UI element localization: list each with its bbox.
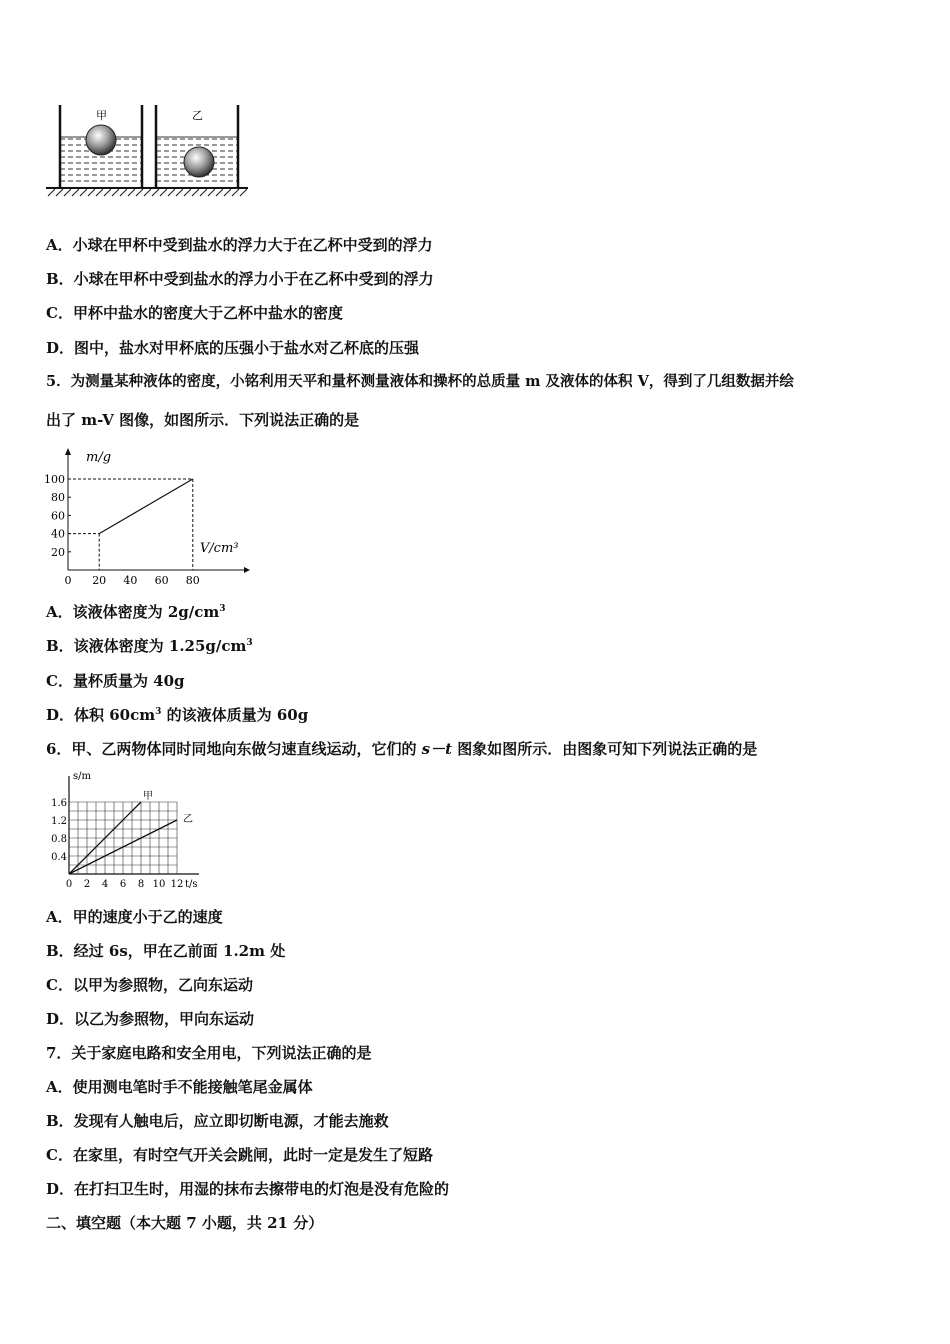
y-tick-label: 1.2 (51, 816, 67, 827)
q6-stem-var: s－t (421, 740, 453, 758)
q7-option-a: A．使用测电笔时手不能接触笔尾金属体 (46, 1078, 313, 1096)
q6-option-a: A．甲的速度小于乙的速度 (46, 908, 223, 926)
x-tick-label: 40 (123, 574, 138, 587)
ground-hatch-mark (232, 189, 239, 196)
ground-hatch-mark (240, 189, 247, 196)
q4-option-b: B．小球在甲杯中受到盐水的浮力小于在乙杯中受到的浮力 (46, 270, 434, 288)
ground-hatch-mark (120, 189, 127, 196)
x-tick-label: 12 (170, 879, 184, 890)
series-label-yi: 乙 (183, 814, 193, 825)
q5-stem-line2: 出了 m-V 图像，如图所示．下列说法正确的是 (46, 411, 360, 429)
x-axis-label: V/cm³ (199, 541, 239, 556)
q7-stem: 7．关于家庭电路和安全用电，下列说法正确的是 (46, 1044, 372, 1062)
q5-option-c: C．量杯质量为 40g (46, 672, 185, 690)
q6-stem-pre: 6．甲、乙两物体同时同地向东做匀速直线运动，它们的 (46, 740, 422, 758)
x-axis-arrow (244, 567, 250, 573)
y-axis-label: s/m (73, 771, 91, 782)
beakers-figure (44, 100, 254, 200)
ground-hatch-mark (80, 189, 87, 196)
ground-hatch-mark (64, 189, 71, 196)
beaker-jia (60, 105, 142, 187)
q5-option-b-text: B．该液体密度为 1.25g/cm (46, 637, 247, 655)
q5-option-d-sup: 3 (155, 707, 162, 717)
ground-hatch-mark (104, 189, 111, 196)
q4-option-c: C．甲杯中盐水的密度大于乙杯中盐水的密度 (46, 304, 343, 322)
x-tick-label: 10 (152, 879, 166, 890)
x-tick-label: 60 (154, 574, 169, 587)
q5-option-a (46, 602, 226, 622)
ground-hatch-mark (96, 189, 103, 196)
series-line-m-v (99, 479, 193, 534)
q4-option-d: D．图中，盐水对甲杯底的压强小于盐水对乙杯底的压强 (46, 339, 420, 357)
ball-jia (86, 125, 116, 155)
ground (46, 188, 248, 196)
x-axis-label: t/s (185, 879, 198, 890)
y-tick-label: 1.6 (51, 798, 67, 809)
x-tick-label: 0 (65, 879, 73, 890)
ground-hatch-mark (160, 189, 167, 196)
x-tick-label: 20 (92, 574, 107, 587)
beaker-yi (156, 105, 238, 187)
q5-option-b (46, 636, 253, 656)
ground-hatch-mark (112, 189, 119, 196)
ground-hatch-mark (216, 189, 223, 196)
ground-hatch-mark (152, 189, 159, 196)
y-tick-label: 60 (51, 509, 65, 523)
ball-yi (184, 147, 214, 177)
q5-option-d (46, 705, 308, 725)
q6-option-d: D．以乙为参照物，甲向东运动 (46, 1010, 255, 1028)
y-tick-label: 100 (44, 473, 65, 486)
x-tick-label: 8 (137, 879, 145, 890)
q7-option-c: C．在家里，有时空气开关会跳闸，此时一定是发生了短路 (46, 1146, 433, 1164)
ground-hatch-mark (176, 189, 183, 196)
q5-stem-line1: 5．为测量某种液体的密度，小铭利用天平和量杯测量液体和操杯的总质量 m 及液体的体积 V，得到了几组数据并绘 (46, 373, 794, 390)
q5-option-a-sup: 3 (219, 604, 226, 614)
ground-hatch-mark (192, 189, 199, 196)
label-yi: 乙 (192, 109, 203, 122)
mv-chart (44, 445, 284, 590)
section2-title: 二、填空题（本大题 7 小题，共 21 分） (46, 1214, 324, 1232)
q5-option-d-pre: D．体积 60cm (46, 706, 156, 724)
q7-option-b: B．发现有人触电后，应立即切断电源，才能去施救 (46, 1112, 389, 1130)
q6-option-b: B．经过 6s，甲在乙前面 1.2m 处 (46, 942, 286, 960)
q4-option-a: A．小球在甲杯中受到盐水的浮力大于在乙杯中受到的浮力 (46, 236, 433, 254)
ground-hatch-mark (144, 189, 151, 196)
x-tick-label: 80 (185, 574, 200, 587)
y-axis-arrow (65, 448, 71, 455)
ground-hatch-mark (184, 189, 191, 196)
ground-hatch-mark (208, 189, 215, 196)
ground-hatch-mark (136, 189, 143, 196)
ground-hatch-mark (72, 189, 79, 196)
q5-option-b-sup: 3 (246, 638, 253, 648)
x-tick-label: 0 (64, 574, 72, 587)
y-tick-label: 20 (51, 545, 65, 559)
q5-option-d-post: 的该液体质量为 60g (161, 706, 309, 724)
ground-hatch-mark (56, 189, 63, 196)
ground-hatch-mark (48, 189, 55, 196)
x-tick-label: 6 (119, 879, 127, 890)
q6-option-c: C．以甲为参照物，乙向东运动 (46, 976, 253, 994)
q7-option-d: D．在打扫卫生时，用湿的抹布去擦带电的灯泡是没有危险的 (46, 1180, 450, 1198)
y-tick-label: 0.8 (51, 834, 67, 845)
y-tick-label: 40 (51, 527, 65, 541)
series-label-jia: 甲 (143, 791, 153, 802)
x-tick-label: 4 (101, 879, 109, 890)
ground-hatch-mark (168, 189, 175, 196)
x-tick-label: 2 (83, 879, 91, 890)
q5-option-a-text: A．该液体密度为 2g/cm (46, 603, 220, 621)
st-chart (44, 768, 224, 893)
y-tick-label: 80 (51, 491, 65, 505)
label-jia: 甲 (96, 109, 107, 122)
ground-hatch-mark (200, 189, 207, 196)
ground-hatch-mark (88, 189, 95, 196)
q6-stem (46, 739, 757, 759)
ground-hatch-mark (128, 189, 135, 196)
q6-stem-post: 图象如图所示．由图象可知下列说法正确的是 (452, 740, 758, 758)
y-tick-label: 0.4 (51, 852, 67, 863)
ground-hatch-mark (224, 189, 231, 196)
y-axis-label: m/g (86, 450, 112, 465)
